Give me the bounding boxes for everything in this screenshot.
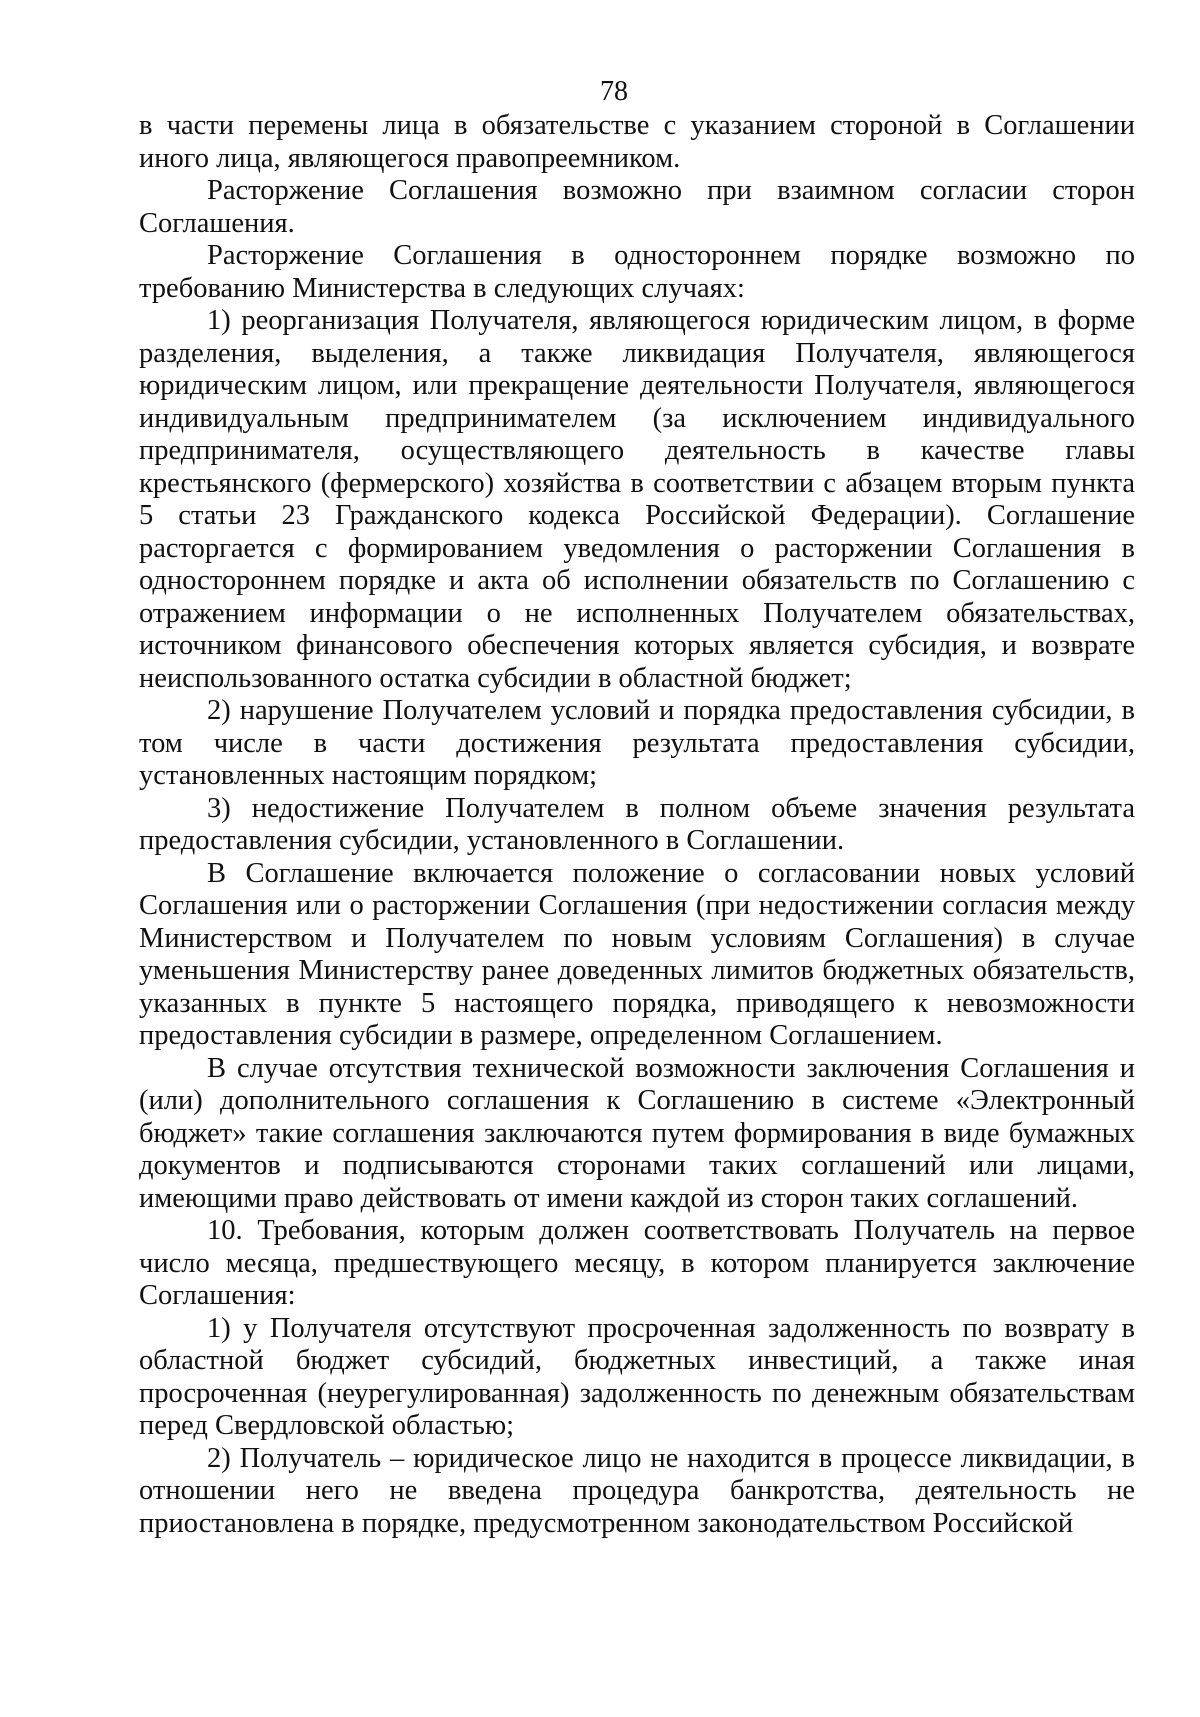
paragraph-continuation: в части перемены лица в обязательстве с указанием стороной в Соглашении иного лица, являющегося правопреемником.: [139, 110, 1135, 174]
list-item-not-liquidated: 2) Получатель – юридическое лицо не находится в процессе ликвидации, в отношении него не введена процедура банкротства, деятельность не приостановлена в порядке, предусмотренном законодательством Российской: [139, 1442, 1135, 1539]
paragraph-new-conditions: В Соглашение включается положение о согласовании новых условий Соглашения или о расторжении Соглашения (при недостижении согласия между Министерством и Получателем по новым условиям Соглашения) в случае уменьшения Министерству ранее доведенных лимитов бюджетных обязательств, указанных в пункте 5 настоящего порядка, приводящего к невозможности предоставления субсидии в размере, определенном Соглашением.: [139, 857, 1135, 1051]
paragraph-paper-documents: В случае отсутствия технической возможности заключения Соглашения и (или) дополнительного соглашения к Соглашению в системе «Электронный бюджет» такие соглашения заключаются путем формирования в виде бумажных документов и подписываются сторонами таких соглашений или лицами, имеющими право действовать от имени каждой из сторон таких соглашений.: [139, 1052, 1135, 1214]
list-item-violation: 2) нарушение Получателем условий и порядка предоставления субсидии, в том числе в части достижения результата предоставления субсидии, установленных настоящим порядком;: [139, 695, 1135, 791]
list-item-no-debt: 1) у Получателя отсутствуют просроченная задолженность по возврату в областной бюджет субсидий, бюджетных инвестиций, а также иная просроченная (неурегулированная) задолженность по денежным обязательствам перед Свердловской областью;: [139, 1312, 1135, 1441]
page-number: 78: [600, 76, 628, 107]
paragraph-termination-unilateral: Расторжение Соглашения в одностороннем порядке возможно по требованию Министерства в следующих случаях:: [139, 240, 1135, 304]
list-item-reorganization: 1) реорганизация Получателя, являющегося юридическим лицом, в форме разделения, выделения, а также ликвидация Получателя, являющегося юридическим лицом, или прекращение деятельности Получателя, являющегося индивидуальным предпринимателем (за исключением индивидуального предпринимателя, осуществляющего деятельность в качестве главы крестьянского (фермерского) хозяйства в соответствии с абзацем вторым пункта 5 статьи 23 Гражданского кодекса Российской Федерации). Соглашение расторгается с формированием уведомления о расторжении Соглашения в одностороннем порядке и акта об исполнении обязательств по Соглашению с отражением информации о не исполненных Получателем обязательствах, источником финансового обеспечения которых является субсидия, и возврате неиспользованного остатка субсидии в областной бюджет;: [139, 305, 1135, 694]
list-item-non-achievement: 3) недостижение Получателем в полном объеме значения результата предоставления субсидии, установленного в Соглашении.: [139, 792, 1135, 856]
document-body: [139, 110, 1135, 1540]
section-10-heading: 10. Требования, которым должен соответствовать Получатель на первое число месяца, предшествующего месяцу, в котором планируется заключение Соглашения:: [139, 1215, 1135, 1311]
paragraph-termination-mutual: Расторжение Соглашения возможно при взаимном согласии сторон Соглашения.: [139, 175, 1135, 239]
